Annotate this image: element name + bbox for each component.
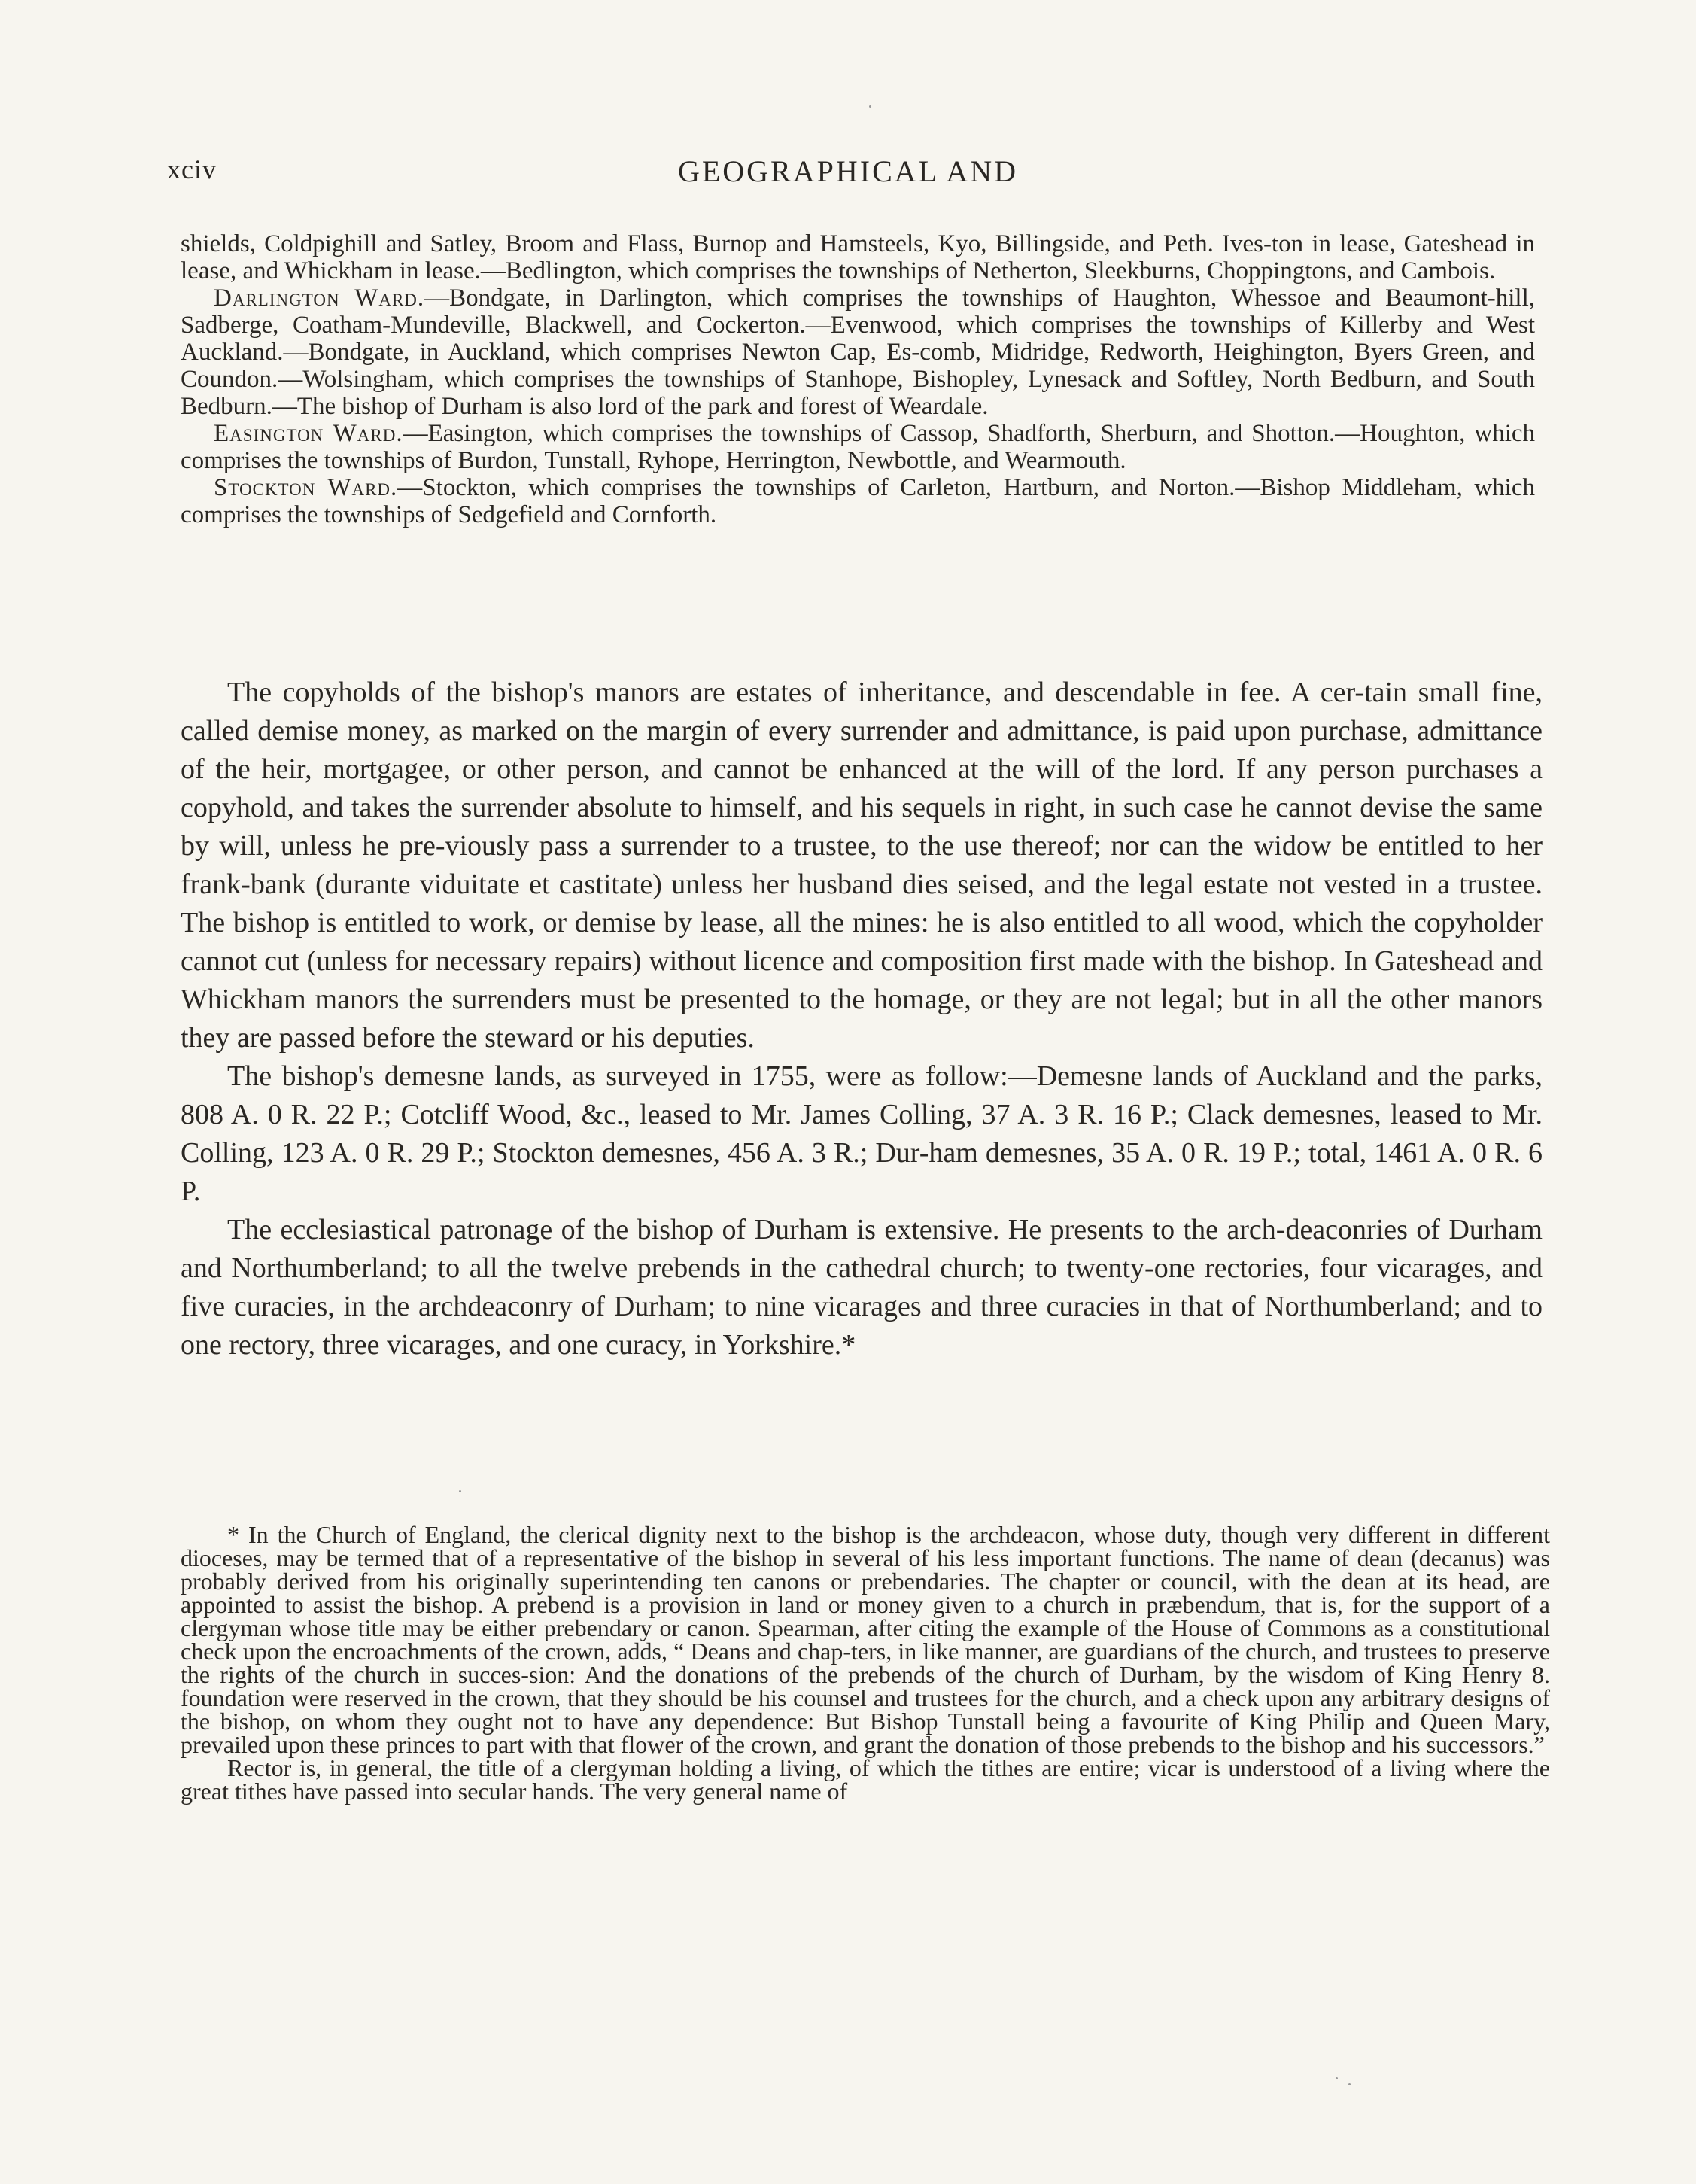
footnote-archdeacon: * In the Church of England, the clerical dignity next to the bishop is the archdeacon, whose duty, though very different in different dioceses, may be termed that of a representative of the bishop in several of his less important functions. The name of dean (decanus) was probably derived from his originally superintending ten canons or prebendaries. The chapter or council, with the dean at its head, are appointed to assist the bishop. A prebend is a provision in land or money given to a church in præbendum, that is, for the support of a clergyman whose title may be either prebendary or canon. Spearman, after citing the example of the House of Commons as a constitutional check upon the encroachments of the crown, adds, “ Deans and chap-ters, in like manner, are guardians of the church, and trustees to preserve the rights of the church in succes-sion: And the donations of the prebends of the church of Durham, by the wisdom of King Henry 8. foundation were reserved in the crown, that they should be his counsel and trustees for the church, and a check upon any arbitrary designs of the bishop, on whom they ought not to have any dependence: But Bishop Tunstall being a favourite of King Philip and Queen Mary, prevailed upon these princes to part with that flower of the crown, and grant the donation of those prebends to the bishop and his successors.” [181, 1521, 1550, 1758]
darlington-ward-label: Darlington Ward. [214, 284, 425, 312]
easington-ward-label: Easington Ward. [214, 420, 403, 447]
running-head: GEOGRAPHICAL AND [677, 154, 1019, 188]
paper-speck [869, 105, 871, 108]
darlington-ward-paragraph [181, 284, 1535, 420]
footnote-rector: Rector is, in general, the title of a clergyman holding a living, of which the tithes are entire; vicar is understood of a living where the great tithes have passed into secular hands. The very general name of [181, 1754, 1550, 1805]
page-header [167, 154, 1529, 199]
wards-section [181, 230, 1535, 528]
stockton-ward-paragraph [181, 474, 1535, 528]
easington-ward-text: —Easington, which comprises the townships of Cassop, Shadforth, Sherburn, and Shotton.—Houghton, which comprises the townships of Burdon, Tunstall, Ryhope, Herrington, Newbottle, and Wearmouth. [181, 420, 1536, 474]
page-number: xciv [167, 154, 217, 184]
paper-speck [1336, 2077, 1338, 2079]
demesne-lands-paragraph: The bishop's demesne lands, as surveyed in 1755, were as follow:—Demesne lands of Auckland and the parks, 808 A. 0 R. 22 P.; Cotcliff Wood, &c., leased to Mr. James Colling, 37 A. 3 R. 16 P.; Clack demesnes, leased to Mr. Colling, 123 A. 0 R. 29 P.; Stockton demesnes, 456 A. 3 R.; Dur-ham demesnes, 35 A. 0 R. 19 P.; total, 1461 A. 0 R. 6 P. [181, 1060, 1543, 1207]
footnotes [181, 1523, 1550, 1803]
darlington-ward-text: —Bondgate, in Darlington, which comprises the townships of Haughton, Whessoe and Beaumont-hill, Sadberge, Coatham-Mundeville, Blackwell, and Cockerton.—Evenwood, which comprises the townships of Killerby and West Auckland.—Bondgate, in Auckland, which comprises Newton Cap, Es-comb, Midridge, Redworth, Heighington, Byers Green, and Coundon.—Wolsingham, which comprises the townships of Stanhope, Bishopley, Lynesack and Softley, North Bedburn, and South Bedburn.—The bishop of Durham is also lord of the park and forest of Weardale. [181, 284, 1535, 420]
stockton-ward-text: —Stockton, which comprises the townships of Carleton, Hartburn, and Norton.—Bishop Middleham, which comprises the townships of Sedgefield and Cornforth. [181, 474, 1535, 528]
paper-speck [1348, 2083, 1351, 2085]
easington-ward-paragraph [181, 420, 1535, 474]
paper-speck [459, 1490, 461, 1492]
main-text [181, 674, 1543, 1364]
copyholds-paragraph: The copyholds of the bishop's manors are estates of inheritance, and descendable in fee. A cer-tain small fine, called demise money, as marked on the margin of every surrender and admittance, is paid upon purchase, admittance of the heir, mortgagee, or other person, and cannot be enhanced at the will of the lord. If any person purchases a copyhold, and takes the surrender absolute to himself, and his sequels in right, in such case he cannot devise the same by will, unless he pre-viously pass a surrender to a trustee, to the use thereof; nor can the widow be entitled to her frank-bank (durante viduitate et castitate) unless her husband dies seised, and the legal estate not vested in a trustee. The bishop is entitled to work, or demise by lease, all the mines: he is also entitled to all wood, which the copyholder cannot cut (unless for necessary repairs) without licence and composition first made with the bishop. In Gateshead and Whickham manors the surrenders must be presented to the homage, or they are not legal; but in all the other manors they are passed before the steward or his deputies. [181, 677, 1543, 1054]
wards-continuation: shields, Coldpighill and Satley, Broom and Flass, Burnop and Hamsteels, Kyo, Billingside, and Peth. Ives-ton in lease, Gateshead in lease, and Whickham in lease.—Bedlington, which comprises the townships of Netherton, Sleekburns, Choppingtons, and Cambois. [181, 230, 1535, 284]
patronage-paragraph: The ecclesiastical patronage of the bishop of Durham is extensive. He presents to the arch-deaconries of Durham and Northumberland; to all the twelve prebends in the cathedral church; to twenty-one rectories, four vicarages, and five curacies, in the archdeaconry of Durham; to nine vicarages and three curacies in that of Northumberland; and to one rectory, three vicarages, and one curacy, in Yorkshire.* [181, 1214, 1543, 1361]
stockton-ward-label: Stockton Ward. [214, 474, 398, 501]
